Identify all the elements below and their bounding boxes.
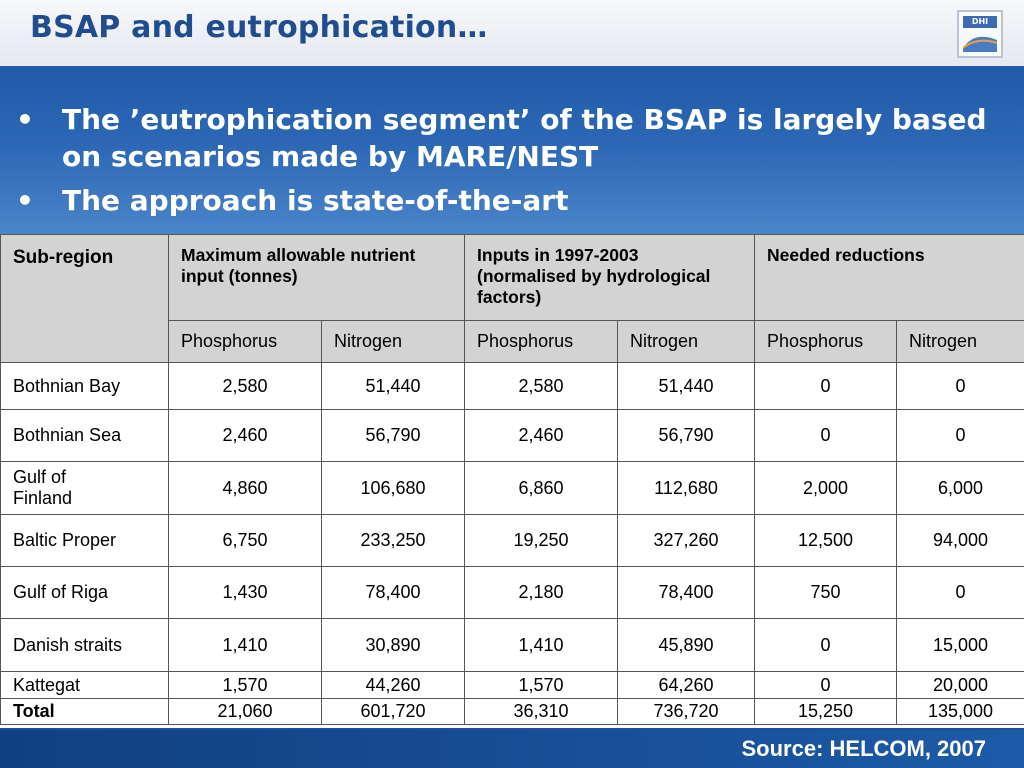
total-cell: 601,720 [322,699,465,725]
subheader-cell: Phosphorus [169,321,322,363]
header-inputs: Inputs in 1997-2003 (normalised by hydrological factors) [465,235,755,321]
bullet-marker: • [16,184,34,217]
value-cell: 2,460 [465,410,618,462]
value-cell: 64,260 [618,672,755,699]
value-cell: 2,460 [169,410,322,462]
value-cell: 0 [755,619,897,672]
dhi-logo-text: DHI [963,16,997,28]
header-reductions: Needed reductions [755,235,1024,321]
source-citation: Source: HELCOM, 2007 [741,736,986,761]
region-cell: Danish straits [1,619,169,672]
value-cell: 1,570 [465,672,618,699]
table-row [1,363,1024,410]
header-max-input: Maximum allowable nutrient input (tonnes) [169,235,465,321]
value-cell: 0 [897,567,1024,619]
total-cell: 135,000 [897,699,1024,725]
subheader-cell: Nitrogen [322,321,465,363]
total-cell: 15,250 [755,699,897,725]
value-cell: 106,680 [322,462,465,515]
bullet-text: The approach is state-of-the-art [62,184,569,217]
subheader-cell: Nitrogen [618,321,755,363]
value-cell: 6,000 [897,462,1024,515]
footer-bar [0,730,1024,768]
value-cell: 15,000 [897,619,1024,672]
total-label: Total [1,699,169,725]
region-cell: Gulf of Riga [1,567,169,619]
nutrient-table-container [0,234,1024,728]
value-cell: 0 [755,363,897,410]
value-cell: 1,430 [169,567,322,619]
value-cell: 56,790 [618,410,755,462]
total-cell: 36,310 [465,699,618,725]
table-row [1,672,1024,699]
value-cell: 94,000 [897,515,1024,567]
table-row [1,515,1024,567]
value-cell: 2,580 [465,363,618,410]
value-cell: 0 [897,363,1024,410]
page-title: BSAP and eutrophication… [30,10,488,45]
title-bar [0,0,1024,68]
bullet-list [16,101,1006,226]
value-cell: 2,180 [465,567,618,619]
value-cell: 12,500 [755,515,897,567]
value-cell: 2,580 [169,363,322,410]
total-cell: 21,060 [169,699,322,725]
subheader-cell: Phosphorus [465,321,618,363]
value-cell: 20,000 [897,672,1024,699]
value-cell: 233,250 [322,515,465,567]
table-header-row [1,235,1024,321]
value-cell: 327,260 [618,515,755,567]
dhi-logo-icon [963,30,997,52]
value-cell: 78,400 [618,567,755,619]
table-row [1,567,1024,619]
subheader-cell: Phosphorus [755,321,897,363]
table-row [1,462,1024,515]
value-cell: 51,440 [322,363,465,410]
bullet-marker: • [16,103,34,136]
bullet-item [16,182,1006,219]
value-cell: 0 [755,410,897,462]
value-cell: 45,890 [618,619,755,672]
value-cell: 1,410 [465,619,618,672]
nutrient-table [0,234,1024,725]
value-cell: 750 [755,567,897,619]
region-cell: Gulf of Finland [1,462,169,515]
value-cell: 112,680 [618,462,755,515]
header-sub-region: Sub-region [1,235,169,363]
value-cell: 6,860 [465,462,618,515]
value-cell: 56,790 [322,410,465,462]
region-cell: Bothnian Bay [1,363,169,410]
table-row [1,619,1024,672]
value-cell: 19,250 [465,515,618,567]
region-cell: Bothnian Sea [1,410,169,462]
value-cell: 0 [755,672,897,699]
value-cell: 6,750 [169,515,322,567]
value-cell: 44,260 [322,672,465,699]
region-cell: Baltic Proper [1,515,169,567]
value-cell: 78,400 [322,567,465,619]
table-total-row [1,699,1024,725]
dhi-logo [957,10,1003,58]
total-cell: 736,720 [618,699,755,725]
value-cell: 30,890 [322,619,465,672]
subheader-cell: Nitrogen [897,321,1024,363]
region-cell: Kattegat [1,672,169,699]
bullet-item [16,101,1006,175]
value-cell: 1,410 [169,619,322,672]
table-row [1,410,1024,462]
value-cell: 51,440 [618,363,755,410]
bullet-text: The ’eutrophication segment’ of the BSAP is largely based on scenarios made by MARE/NEST [62,103,987,173]
value-cell: 2,000 [755,462,897,515]
value-cell: 1,570 [169,672,322,699]
value-cell: 0 [897,410,1024,462]
value-cell: 4,860 [169,462,322,515]
